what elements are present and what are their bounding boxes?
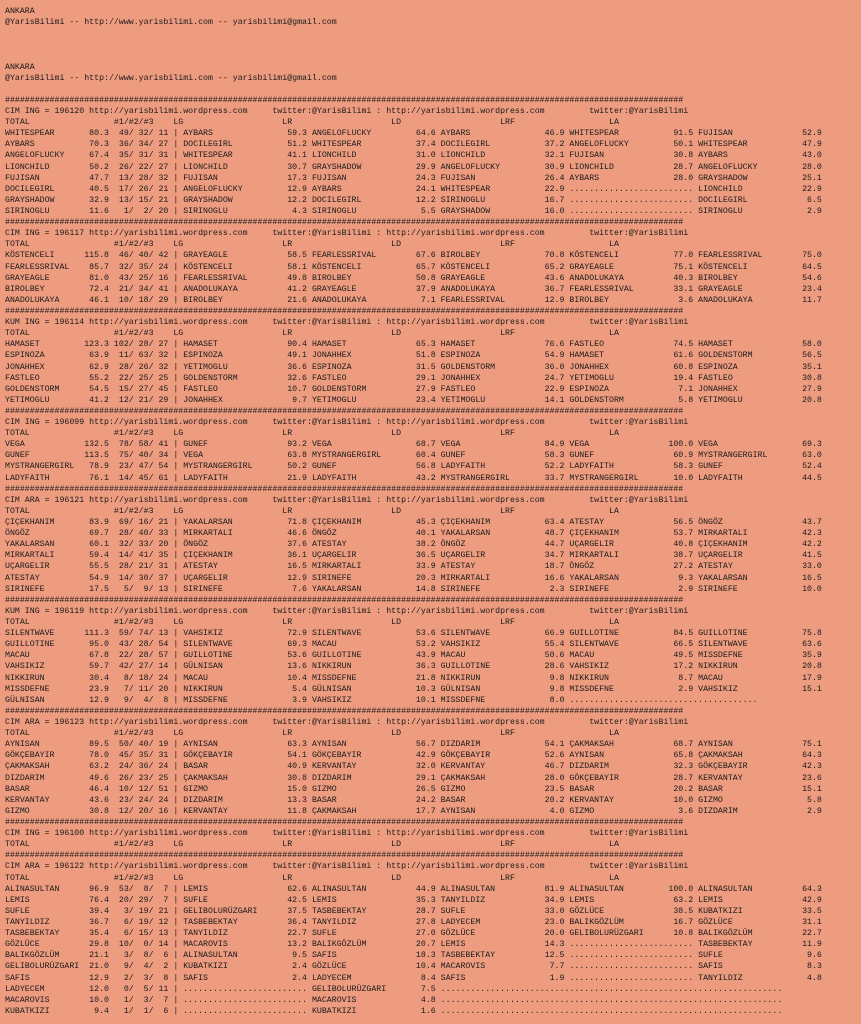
text-line: TOTAL #1/#2/#3 LG LR LD LRF LA bbox=[5, 118, 619, 128]
text-line bbox=[5, 39, 857, 50]
text-line: TOTAL #1/#2/#3 LG LR LD LRF LA bbox=[5, 506, 619, 516]
text-line: ANKARA bbox=[5, 7, 35, 16]
text-line: BALIKGÖZLÜM 21.1 3/ 8/ 6 | ALINASULTAN 9.5 SAFIS 18.3 TASBEBEKTAY 12.5 ......................... SUFLE 9.6 bbox=[5, 951, 822, 961]
text-line: GIZMO 30.8 12/ 20/ 16 | KERVANTAY 11.8 ÇAKMAKSAH 17.7 AYNISAN 4.0 GIZMO 3.6 DIZDARIM 2.9 bbox=[5, 806, 822, 816]
text-line: ANKARA bbox=[5, 62, 35, 72]
text-line: ESPINOZA 63.9 11/ 63/ 32 | ESPINOZA 49.1 JONAHHEX 51.8 ESPINOZA 54.9 HAMASET 61.6 GOLDENSTORM 56.5 bbox=[5, 351, 822, 361]
text-line: VEGA 132.5 78/ 58/ 41 | GUNEF 93.2 VEGA 68.7 VEGA 84.9 VEGA 100.0 VEGA 69.3 bbox=[5, 440, 822, 450]
text-line: ######################################################################################################################################### bbox=[5, 306, 684, 316]
text-line: ATESTAY 54.9 14/ 30/ 37 | UÇARGELIR 12.9 SIRINEFE 20.3 MIRKARTALI 16.6 YAKALARSAN 9.3 YAKALARSAN 16.5 bbox=[5, 573, 822, 583]
text-line: CIM ING = 196120 http://yarisbilimi.wordpress.com twitter:@YarisBilimi : http://yarisbilimi.wordpress.com twitter:@YarisBilimi bbox=[5, 106, 689, 116]
text-line: MACAU 67.8 22/ 28/ 57 | GUILLOTINE 53.6 GUILLOTINE 43.9 MACAU 50.6 MACAU 49.5 MISSDEFNE 35.9 bbox=[5, 651, 822, 661]
text-line: CIM ING = 196117 http://yarisbilimi.wordpress.com twitter:@YarisBilimi : http://yarisbilimi.wordpress.com twitter:@YarisBilimi bbox=[5, 229, 689, 239]
text-line: TOTAL #1/#2/#3 LG LR LD LRF LA bbox=[5, 618, 619, 628]
text-line: GÖKÇEBAYIR 78.0 45/ 35/ 31 | GÖKÇEBAYIR 54.1 GÖKÇEBAYIR 42.9 GÖKÇEBAYIR 52.6 AYNISAN 65.8 ÇAKMAKSAH 64.3 bbox=[5, 751, 822, 761]
text-line: CIM ING = 196100 http://yarisbilimi.wordpress.com twitter:@YarisBilimi : http://yarisbilimi.wordpress.com twitter:@YarisBilimi bbox=[5, 829, 689, 839]
text-line: MIRKARTALI 59.4 14/ 41/ 35 | ÇIÇEKHANIM 36.1 UÇARGELIR 36.5 UÇARGELIR 34.7 MIRKARTALI 38.7 UÇARGELIR 41.5 bbox=[5, 551, 822, 561]
text-line: TOTAL #1/#2/#3 LG LR LD LRF LA bbox=[5, 429, 619, 439]
text-line: ######################################################################################################################################### bbox=[5, 484, 684, 494]
text-line: GRAYSHADOW 32.9 13/ 15/ 21 | GRAYSHADOW 12.2 DOCILEGIRL 12.2 SIRINOGLU 16.7 ......................... DOCILEGIRL 6.5 bbox=[5, 195, 822, 205]
text-line: BASAR 46.4 10/ 12/ 51 | GIZMO 15.0 GIZMO 26.5 GIZMO 23.5 BASAR 20.2 BASAR 15.1 bbox=[5, 784, 822, 794]
text-line: @YarisBilimi -- http://www.yarisbilimi.com -- yarisbilimi@gmail.com bbox=[5, 73, 337, 83]
text-line: FASTLEO 55.2 22/ 25/ 25 | GOLDENSTORM 32.6 FASTLEO 29.1 JONAHHEX 24.7 YETIMOGLU 19.4 FASTLEO 30.8 bbox=[5, 373, 822, 383]
text-line: LADYFAITH 76.1 14/ 45/ 61 | LADYFAITH 21.9 LADYFAITH 43.2 MYSTRANGERGIRL 33.7 MYSTRANGERGIRL 10.0 LADYFAITH 44.5 bbox=[5, 473, 822, 483]
text-line: ÖNGÖZ 69.7 28/ 40/ 33 | MIRKARTALI 46.6 ÖNGÖZ 40.1 YAKALARSAN 48.7 ÇIÇEKHANIM 53.7 MIRKARTALI 42.3 bbox=[5, 529, 822, 539]
text-line: TOTAL #1/#2/#3 LG LR LD LRF LA bbox=[5, 240, 619, 250]
text-line: GUILLOTINE 95.0 43/ 28/ 54 | SILENTWAVE 69.3 MACAU 53.2 VAHSIKIZ 55.4 SILENTWAVE 66.5 SILENTWAVE 63.6 bbox=[5, 640, 822, 650]
text-line bbox=[5, 28, 857, 39]
text-line: FEARLESSRIVAL 85.7 32/ 35/ 24 | KÖSTENCELI 58.1 KÖSTENCELI 65.7 KÖSTENCELI 65.2 GRAYEAGLE 75.1 KÖSTENCELI 64.5 bbox=[5, 262, 822, 272]
text-line: GOLDENSTORM 54.5 15/ 27/ 45 | FASTLEO 10.7 GOLDENSTORM 27.9 FASTLEO 22.9 ESPINOZA 7.1 JONAHHEX 27.9 bbox=[5, 384, 822, 394]
text-line: VAHSIKIZ 59.7 42/ 27/ 14 | GÜLNISAN 13.6 NIKKIRUN 36.3 GUILLOTINE 28.6 VAHSIKIZ 17.2 NIKKIRUN 20.8 bbox=[5, 662, 822, 672]
text-line: SUFLE 39.4 3/ 19/ 21 | GELIBOLURÜZGARI 37.5 TASBEBEKTAY 28.7 SUFLE 33.0 GÖZLÜCE 38.5 KUBATKIZI 33.5 bbox=[5, 906, 822, 916]
text-line: YETIMOGLU 41.2 12/ 21/ 29 | JONAHHEX 9.7 YETIMOGLU 23.4 YETIMOGLU 14.1 GOLDENSTORM 5.8 YETIMOGLU 20.8 bbox=[5, 395, 822, 405]
text-line: SIRINOGLU 11.6 1/ 2/ 20 | SIRINOGLU 4.3 SIRINOGLU 5.5 GRAYSHADOW 16.0 ......................... SIRINOGLU 2.9 bbox=[5, 206, 822, 216]
text-line: MISSDEFNE 23.9 7/ 11/ 20 | NIKKIRUN 5.4 GÜLNISAN 10.3 GÜLNISAN 9.8 MISSDEFNE 2.9 VAHSIKIZ 15.1 bbox=[5, 684, 822, 694]
text-line: ANGELOFLUCKY 67.4 35/ 31/ 31 | WHITESPEAR 41.1 LIONCHILD 31.0 LIONCHILD 32.1 FUJISAN 30.8 AYBARS 43.0 bbox=[5, 151, 822, 161]
text-line: ######################################################################################################################################### bbox=[5, 595, 684, 605]
text-line: TASBEBEKTAY 35.4 6/ 15/ 13 | TANYILDIZ 22.7 SUFLE 27.0 GÖZLÜCE 20.0 GELIBOLURÜZGARI 10.8 BALIKGÖZLÜM 22.7 bbox=[5, 929, 822, 939]
text-line: BIROLBEY 72.4 21/ 34/ 41 | ANADOLUKAYA 41.2 GRAYEAGLE 37.9 ANADOLUKAYA 36.7 FEARLESSRIVAL 33.1 GRAYEAGLE 23.4 bbox=[5, 284, 822, 294]
text-line: KUM ING = 196119 http://yarisbilimi.wordpress.com twitter:@YarisBilimi : http://yarisbilimi.wordpress.com twitter:@YarisBilimi bbox=[5, 606, 689, 616]
text-line: GELIBOLURÜZGARI 21.0 9/ 4/ 2 | KUBATKIZI 2.4 GÖZLÜCE 10.4 MACAROVIS 7.7 ......................... SAFIS 8.3 bbox=[5, 962, 822, 972]
text-line: ######################################################################################################################################### bbox=[5, 95, 684, 105]
text-line: DIZDARIM 49.6 26/ 23/ 25 | ÇAKMAKSAH 30.8 DIZDARIM 29.1 ÇAKMAKSAH 28.0 GÖKÇEBAYIR 28.7 KERVANTAY 23.6 bbox=[5, 773, 822, 783]
text-line: AYBARS 70.3 36/ 34/ 27 | DOCILEGIRL 51.2 WHITESPEAR 37.4 DOCILEGIRL 37.2 ANGELOFLUCKY 50.1 WHITESPEAR 47.9 bbox=[5, 140, 822, 150]
text-line: CIM ARA = 196122 http://yarisbilimi.wordpress.com twitter:@YarisBilimi : http://yarisbilimi.wordpress.com twitter:@YarisBilimi bbox=[5, 862, 689, 872]
text-line: MACAROVIS 10.0 1/ 3/ 7 | ......................... MACAROVIS 4.8 ..................................................................... bbox=[5, 995, 783, 1005]
text-line: GUNEF 113.5 75/ 40/ 34 | VEGA 63.8 MYSTRANGERGIRL 60.4 GUNEF 58.3 GUNEF 60.9 MYSTRANGERGIRL 63.0 bbox=[5, 451, 822, 461]
text-line: ALINASULTAN 96.9 53/ 8/ 7 | LEMIS 62.6 ALINASULTAN 44.9 ALINASULTAN 81.9 ALINASULTAN 100.0 ALINASULTAN 64.3 bbox=[5, 884, 822, 894]
text-line: GÖZLÜCE 29.8 10/ 0/ 14 | MACAROVIS 13.2 BALIKGÖZLÜM 20.7 LEMIS 14.3 ......................... TASBEBEKTAY 11.9 bbox=[5, 940, 822, 950]
text-line: AYNISAN 89.5 50/ 40/ 19 | AYNISAN 63.3 AYNISAN 56.7 DIZDARIM 54.1 ÇAKMAKSAH 68.7 AYNISAN 75.1 bbox=[5, 740, 822, 750]
text-line: NIKKIRUN 30.4 8/ 18/ 24 | MACAU 10.4 MISSDEFNE 21.8 NIKKIRUN 9.8 NIKKIRUN 8.7 MACAU 17.9 bbox=[5, 673, 822, 683]
text-line: LEMIS 76.4 20/ 29/ 7 | SUFLE 42.5 LEMIS 35.3 TANYILDIZ 34.9 LEMIS 63.2 LEMIS 42.9 bbox=[5, 895, 822, 905]
text-line: SIRINEFE 17.5 5/ 9/ 13 | SIRINEFE 7.6 YAKALARSAN 14.8 SIRINEFE 2.3 SIRINEFE 2.9 SIRINEFE 10.0 bbox=[5, 584, 822, 594]
text-line: FUJISAN 47.7 13/ 28/ 32 | FUJISAN 17.3 FUJISAN 24.3 FUJISAN 26.4 AYBARS 28.0 GRAYSHADOW 25.1 bbox=[5, 173, 822, 183]
text-line: ######################################################################################################################################### bbox=[5, 406, 684, 416]
text-line: KÖSTENCELI 115.8 46/ 40/ 42 | GRAYEAGLE 58.5 FEARLESSRIVAL 67.6 BIROLBEY 70.8 KÖSTENCELI 77.0 FEARLESSRIVAL 75.0 bbox=[5, 251, 822, 261]
text-line bbox=[5, 50, 857, 61]
text-line: @YarisBilimi -- http://www.yarisbilimi.com -- yarisbilimi@gmail.com bbox=[5, 18, 337, 28]
text-line: UÇARGELIR 55.5 28/ 21/ 31 | ATESTAY 16.5 MIRKARTALI 33.9 ATESTAY 18.7 ÖNGÖZ 27.2 ATESTAY 33.0 bbox=[5, 562, 822, 572]
text-line: GRAYEAGLE 81.0 43/ 25/ 16 | FEARLESSRIVAL 49.8 BIROLBEY 50.8 GRAYEAGLE 43.6 ANADOLUKAYA 40.3 BIROLBEY 54.6 bbox=[5, 273, 822, 283]
text-line: TOTAL #1/#2/#3 LG LR LD LRF LA bbox=[5, 329, 619, 339]
text-line: WHITESPEAR 80.3 49/ 32/ 11 | AYBARS 59.3 ANGELOFLUCKY 64.6 AYBARS 46.9 WHITESPEAR 91.5 FUJISAN 52.9 bbox=[5, 129, 822, 139]
text-line: GÜLNISAN 12.9 9/ 4/ 8 | MISSDEFNE 3.9 VAHSIKIZ 10.1 MISSDEFNE 8.0 ...................................... bbox=[5, 695, 758, 705]
text-line: ######################################################################################################################################### bbox=[5, 817, 684, 827]
text-line: TANYILDIZ 36.7 6/ 19/ 12 | TASBEBEKTAY 36.4 TANYILDIZ 27.8 LADYECEM 23.0 BALIKGÖZLÜM 16.7 GÖZLÜCE 31.1 bbox=[5, 917, 822, 927]
text-line: ######################################################################################################################################### bbox=[5, 851, 684, 861]
text-line: HAMASET 123.3 102/ 28/ 27 | HAMASET 90.4 HAMASET 65.3 HAMASET 76.6 FASTLEO 74.5 HAMASET 58.0 bbox=[5, 340, 822, 350]
text-line: ÇAKMAKSAH 63.2 24/ 36/ 24 | BASAR 40.9 KERVANTAY 32.0 KERVANTAY 46.7 DIZDARIM 32.3 GÖKÇEBAYIR 42.3 bbox=[5, 762, 822, 772]
text-line: CIM ARA = 196123 http://yarisbilimi.wordpress.com twitter:@YarisBilimi : http://yarisbilimi.wordpress.com twitter:@YarisBilimi bbox=[5, 718, 689, 727]
text-line: ANADOLUKAYA 46.1 10/ 18/ 29 | BIROLBEY 21.6 ANADOLUKAYA 7.1 FEARLESSRIVAL 12.9 BIROLBEY 3.6 ANADOLUKAYA 11.7 bbox=[5, 295, 822, 305]
text-line: TOTAL #1/#2/#3 LG LR LD LRF LA bbox=[5, 873, 619, 883]
text-line: TOTAL #1/#2/#3 LG LR LD LRF LA bbox=[5, 840, 619, 850]
race-report-text bbox=[5, 6, 857, 1017]
text-line: SILENTWAVE 111.3 59/ 74/ 13 | VAHSIKIZ 72.9 SILENTWAVE 53.6 SILENTWAVE 66.9 GUILLOTINE 84.5 GUILLOTINE 75.8 bbox=[5, 629, 822, 639]
text-line bbox=[5, 84, 857, 95]
text-line: MYSTRANGERGIRL 78.9 23/ 47/ 54 | MYSTRANGERGIRL 50.2 GUNEF 56.8 LADYFAITH 52.2 LADYFAITH 58.3 GUNEF 52.4 bbox=[5, 462, 822, 472]
text-line: ######################################################################################################################################### bbox=[5, 706, 684, 716]
text-line: ######################################################################################################################################### bbox=[5, 218, 684, 228]
text-line: KERVANTAY 43.6 23/ 24/ 24 | DIZDARIM 13.3 BASAR 24.2 BASAR 20.2 KERVANTAY 10.0 GIZMO 5.8 bbox=[5, 795, 822, 805]
text-line: ÇIÇEKHANIM 83.9 69/ 16/ 21 | YAKALARSAN 71.8 ÇIÇEKHANIM 45.3 ÇIÇEKHANIM 63.4 ATESTAY 56.5 ÖNGÖZ 43.7 bbox=[5, 518, 822, 528]
text-line: YAKALARSAN 60.1 32/ 33/ 20 | ÖNGÖZ 37.6 ATESTAY 38.2 ÖNGÖZ 44.7 UÇARGELIR 40.8 ÇIÇEKHANIM 42.2 bbox=[5, 540, 822, 550]
text-line: KUBATKIZI 9.4 1/ 1/ 6 | ......................... KUBATKIZI 1.6 ..................................................................... bbox=[5, 1006, 783, 1016]
text-line: DOCILEGIRL 40.5 17/ 26/ 21 | ANGELOFLUCKY 12.9 AYBARS 24.1 WHITESPEAR 22.9 ......................... LIONCHILD 22.9 bbox=[5, 184, 822, 194]
text-line: LIONCHILD 50.2 26/ 22/ 27 | LIONCHILD 30.7 GRAYSHADOW 29.9 ANGELOFLUCKY 30.9 LIONCHILD 28.7 ANGELOFLUCKY 28.0 bbox=[5, 162, 822, 172]
text-line: KUM ING = 196114 http://yarisbilimi.wordpress.com twitter:@YarisBilimi : http://yarisbilimi.wordpress.com twitter:@YarisBilimi bbox=[5, 318, 689, 328]
text-line: CIM ARA = 196121 http://yarisbilimi.wordpress.com twitter:@YarisBilimi : http://yarisbilimi.wordpress.com twitter:@YarisBilimi bbox=[5, 495, 689, 505]
text-line: CIM ING = 196099 http://yarisbilimi.wordpress.com twitter:@YarisBilimi : http://yarisbilimi.wordpress.com twitter:@YarisBilimi bbox=[5, 418, 689, 428]
text-line: JONAHHEX 62.9 28/ 26/ 32 | YETIMOGLU 36.6 ESPINOZA 31.5 GOLDENSTORM 36.0 JONAHHEX 60.8 ESPINOZA 35.1 bbox=[5, 362, 822, 372]
text-line: TOTAL #1/#2/#3 LG LR LD LRF LA bbox=[5, 729, 619, 739]
text-line: LADYECEM 12.0 0/ 5/ 11 | ......................... GELIBOLURÜZGARI 7.5 ..................................................................... bbox=[5, 984, 783, 994]
text-line: SAFIS 12.9 2/ 3/ 8 | SAFIS 2.4 LADYECEM 8.4 SAFIS 1.9 ......................... TANYILDIZ 4.8 bbox=[5, 973, 822, 983]
